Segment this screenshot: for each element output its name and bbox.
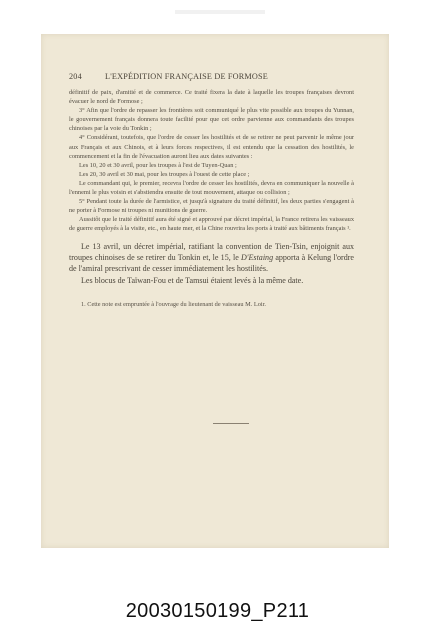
convention-text [69,88,354,234]
body-text [69,241,354,286]
paragraph [69,275,354,286]
footnote: 1. Cette note est empruntée à l'ouvrage du lieutenant de vaisseau M. Loir. [81,301,266,308]
paragraph: définitif de paix, d'amitié et de commerce. Ce traité fixera la date à laquelle les troupes françaises devront évacuer le nord de Formose ; [69,89,354,106]
paragraph [69,241,354,275]
paragraph: 3° Afin que l'ordre de repasser les frontières soit communiqué le plus vite possible aux troupes du Yunnan, le gouvernement français donnera toute facilité pour que cet ordre parvienne aux commandants des troupes chinoises par la voie du Tonkin ; [69,107,354,133]
paragraph: 4° Considérant, toutefois, que l'ordre de cesser les hostilités et de se retirer ne peut parvenir le même jour aux Français et aux Chinois, et à leurs forces respectives, il est entendu que la cessation des hostilités, le commencement et la fin de l'évacuation auront lieu aux dates suivantes : [69,134,354,160]
divider [213,423,249,424]
paragraph: Le commandant qui, le premier, recevra l'ordre de cesser les hostilités, devra en communiquer la nouvelle à l'ennemi le plus voisin et s'abstiendra ensuite de tout mouvement, attaque ou collision ; [69,179,354,197]
text-run: apporta à Kelung l'ordre de l'amiral prescrivant de cesser immédiatement les hostilités. [69,253,355,274]
text-run: Les blocus de Taïwan-Fou et de Tamsui étaient levés à la même date. [81,275,304,285]
ship-name: D'Estaing [240,253,274,263]
paragraph: Aussitôt que le traité définitif aura été signé et approuvé par décret impérial, la France retirera les vaisseaux de guerre employés à la visite, etc., en haute mer, et la Chine rouvrira les ports à traité aux bâtiments français ¹. [69,216,354,233]
page-number: 204 [69,72,82,81]
paragraph: 5° Pendant toute la durée de l'armistice, et jusqu'à signature du traité définitif, les deux parties s'engagent à ne porter à Formose ni troupes ni munitions de guerre. [69,198,354,215]
running-title: L'EXPÉDITION FRANÇAISE DE FORMOSE [105,72,268,81]
paragraph: Les 20, 30 avril et 30 mai, pour les troupes à l'ouest de cette place ; [79,170,250,178]
running-head [69,72,353,84]
text-run: Le 13 avril, un décret impérial, ratifiant la convention de Tien-Tsin, enjoignit aux troupes chinoises de se retirer du Tonkin et, le 15, le [69,242,354,263]
image-caption: 20030150199_P211 [125,600,310,622]
paragraph: Les 10, 20 et 30 avril, pour les troupes à l'est de Tuyen-Quan ; [79,161,237,169]
faded-top-label [175,10,265,14]
